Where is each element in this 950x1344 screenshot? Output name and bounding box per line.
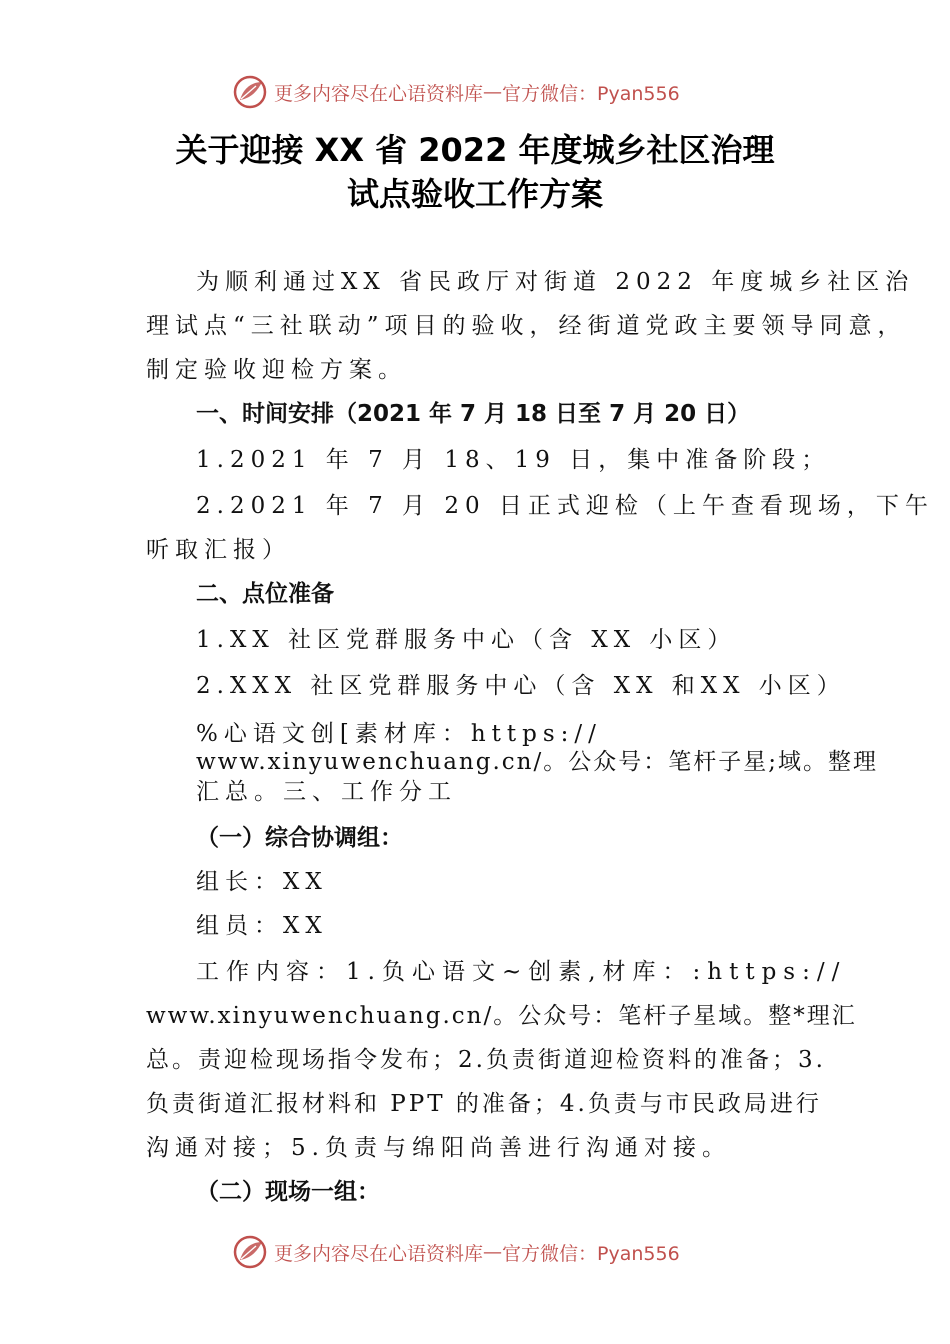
watermark-line-1: %心语文创[素材库：https://	[196, 721, 602, 747]
banner-separator: —	[483, 1241, 503, 1263]
intro-line-3: 制定验收迎检方案。	[146, 357, 407, 383]
leaf-logo-icon	[232, 1234, 268, 1270]
location-item-1: 1.XX 社区党群服务中心（含 XX 小区）	[196, 627, 737, 653]
location-item-2: 2.XXX 社区党群服务中心（含 XX 和XX 小区）	[196, 673, 846, 699]
schedule-item-1: 1.2021 年 7 月 18、19 日，集中准备阶段；	[196, 447, 831, 473]
leaf-logo-icon	[232, 74, 268, 110]
section-heading-locations: 二、点位准备	[196, 581, 334, 607]
footer-watermark-banner	[232, 1232, 680, 1272]
banner-separator: —	[483, 81, 503, 103]
banner-text: 更多内容尽在心语资料库	[274, 82, 484, 105]
watermark-line-3: 汇总。三、工作分工	[196, 779, 457, 805]
schedule-item-2-line-2: 听取汇报）	[146, 537, 291, 563]
group-content-line-1: 工作内容：1.负心语文~创素,材库：:https://	[196, 959, 847, 985]
section-heading-schedule: 一、时间安排（2021 年 7 月 18 日至 7 月 20 日）	[196, 401, 751, 427]
group-leader: 组长：XX	[196, 869, 328, 895]
intro-line-1: 为顺利通过XX 省民政厅对街道 2022 年度城乡社区治	[196, 269, 915, 295]
group-content-line-3: 总。责迎检现场指令发布；2.负责街道迎检资料的准备；3.	[146, 1047, 826, 1073]
header-watermark-banner	[232, 72, 680, 112]
schedule-item-2-line-1: 2.2021 年 7 月 20 日正式迎检（上午查看现场，下午	[196, 493, 934, 519]
page-title-line-2: 试点验收工作方案	[346, 175, 603, 213]
group-member: 组员：XX	[196, 913, 328, 939]
group-heading-site-one: （二）现场一组：	[196, 1179, 380, 1205]
banner-wechat: 官方微信：Pyan556	[502, 82, 680, 105]
banner-text: 更多内容尽在心语资料库	[274, 1242, 484, 1265]
banner-wechat: 官方微信：Pyan556	[502, 1242, 680, 1265]
group-content-line-5: 沟通对接；5.负责与绵阳尚善进行沟通对接。	[146, 1135, 731, 1161]
watermark-line-2: www.xinyuwenchuang.cn/。公众号：笔杆子星;域。整理	[196, 749, 878, 775]
page-title-line-1: 关于迎接 XX 省 2022 年度城乡社区治理	[175, 131, 775, 169]
group-content-line-4: 负责街道汇报材料和 PPT 的准备；4.负责与市民政局进行	[146, 1091, 822, 1117]
group-heading-coordination: （一）综合协调组：	[196, 825, 403, 851]
group-content-line-2: www.xinyuwenchuang.cn/。公众号：笔杆子星域。整*理汇	[146, 1003, 857, 1029]
intro-line-2: 理试点“三社联动”项目的验收，经街道党政主要领导同意，	[146, 313, 907, 339]
